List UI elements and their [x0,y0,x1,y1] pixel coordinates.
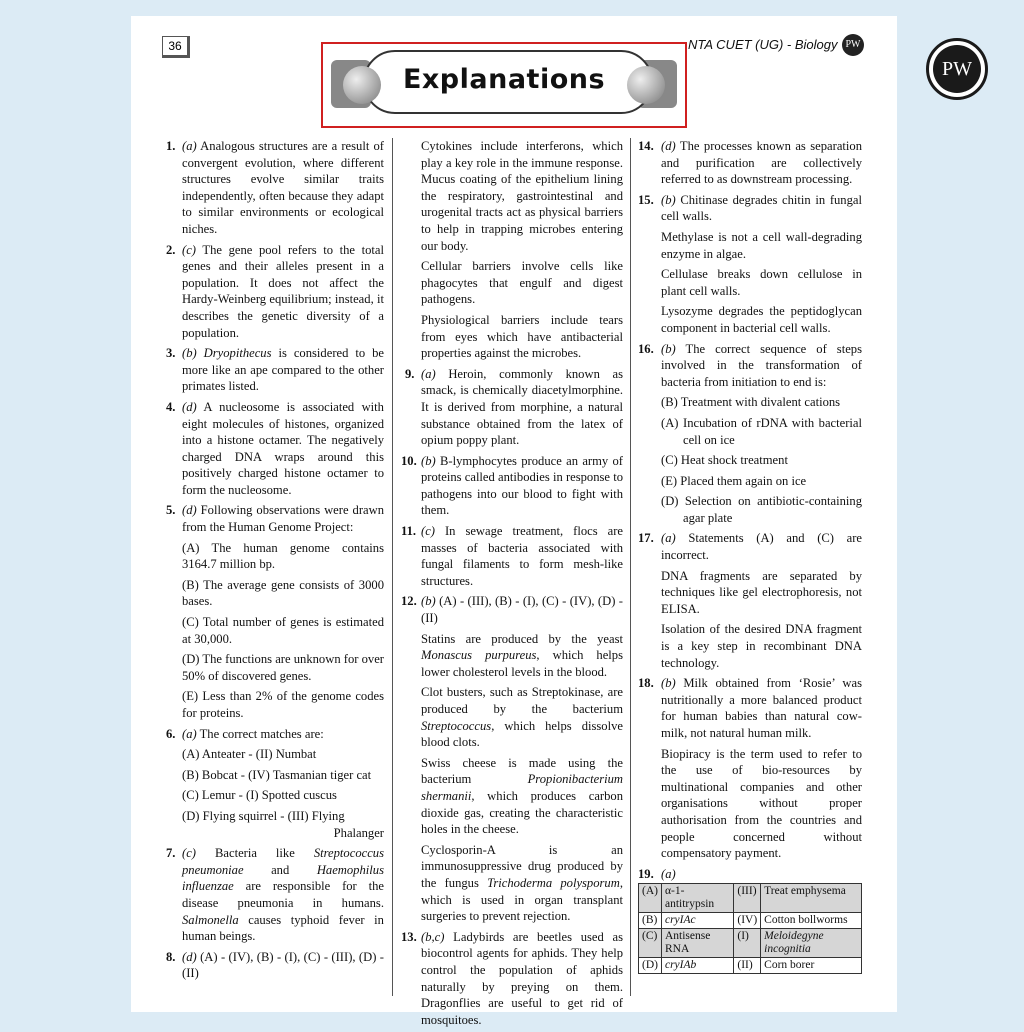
answer-10: 10. (b) B-lymphocytes produce an army of proteins called antibodies in response to pathogens into our blood to fight with them. [401,453,623,518]
answer-2: 2. (c) The gene pool refers to the total genes and their alleles present in a population. It does not affect the Hardy-Weinberg equilibrium; instead, it describes the genetic diversity of a population. [166,242,385,340]
answer-8: 8. (d) (A) - (IV), (B) - (I), (C) - (III), (D) - (II) [166,949,384,981]
answer-11: 11. (c) In sewage treatment, flocs are masses of bacteria associated with fungal filaments to form mesh-like structures. [401,524,623,588]
answer-15: 15. (b) Chitinase degrades chitin in fungal cell walls. [638,192,862,224]
answer-6-point: (A) Anteater - (II) Numbat [182,747,317,762]
step-item: (B) Treatment with divalent cations [661,395,841,410]
column-2 [401,138,623,1032]
table-cell: (IV) [734,913,761,929]
column-1 [166,138,384,986]
table-row [639,913,862,929]
table-cell: (III) [734,884,761,913]
column-3 [638,138,862,974]
table-cell: cryIAb [661,958,733,974]
step-item: (D) Selection on antibiotic-containing agar plate [661,494,862,525]
step-item: (A) Incubation of rDNA with bacterial cell on ice [661,415,862,447]
pw-logo-small-icon: PW [842,34,864,56]
explanations-banner [321,42,687,128]
paragraph: Biopiracy is the term used to refer to the use of bio-resources by multinational companies and other organisations without proper authorisation from the countries and people concerned without compensatory payment. [661,746,862,861]
paragraph: Swiss cheese is made using the bacterium Propionibacterium shermanii, which produces carbon dioxide gas, creating the characteristic holes in the cheese. [421,755,623,837]
header-title: NTA CUET (UG) - Biology [688,37,838,52]
answer-5-point: (A) The human genome contains 3164.7 million bp. [182,540,384,572]
answer-5-point: (D) The functions are unknown for over 50% of discovered genes. [182,652,384,683]
column-divider [392,138,393,996]
table-row [639,958,862,974]
table-cell: α-1-antitrypsin [661,884,733,913]
paragraph: Cytokines include interferons, which play a key role in the immune response. Mucus coating of the epithelium lining the respiratory, gastrointestinal and urogenital tracts act as physical barriers to help in trapping microbes entering our body. [421,139,623,253]
paragraph: Physiological barriers include tears from eyes which have antibacterial properties against the microbes. [421,312,623,361]
answer-6-point: (D) Flying squirrel - (III) Flying [182,808,345,823]
answer-6-point: (C) Lemur - (I) Spotted cuscus [182,788,337,803]
paragraph: Lysozyme degrades the peptidoglycan component in bacterial cell walls. [661,304,862,335]
table-cell: Cotton bollworms [761,913,862,929]
answer-6: 6. (a) The correct matches are: [166,726,324,741]
table-cell: (D) [639,958,662,974]
answer-12: 12. (b) (A) - (III), (B) - (I), (C) - (IV), (D) - (II) [401,594,623,626]
paragraph: Cyclosporin-A is an immunosuppressive drug produced by the fungus Trichoderma polysporum, which is used in organ transplant surgeries to prevent rejection. [421,842,623,924]
answer-14: 14. (d) The processes known as separation and purification are collectively referred to as downstream processing. [638,139,863,187]
paragraph: Clot busters, such as Streptokinase, are produced by the bacterium Streptococcus, which helps dissolve blood clots. [421,685,623,750]
table-cell: Antisense RNA [661,929,733,958]
paragraph: Cellular barriers involve cells like phagocytes that engulf and digest pathogens. [421,259,623,307]
answer-9: 9. (a) Heroin, commonly known as smack, is chemically diacetylmorphine. It is derived from morphine, a natural substance obtained from the latex of opium poppy plant. [405,366,623,448]
table-cell: (II) [734,958,761,974]
column-divider [630,138,631,996]
answer-6-point-tail: Phalanger [333,825,384,840]
paragraph: Statins are produced by the yeast Monascus purpureus, which helps lower cholesterol levels in the blood. [421,631,623,679]
answer-4: 4. (d) A nucleosome is associated with eight molecules of histones, organized into a histone octamer. The negatively charged DNA wraps around this positively charged histone octamer to form the nucleosome. [166,399,384,497]
table-row [639,929,862,958]
match-table [638,883,862,974]
paragraph: Isolation of the desired DNA fragment is a key step in recombinant DNA technology. [661,622,862,670]
answer-5-point: (C) Total number of genes is estimated at 30,000. [182,615,384,646]
answer-5: 5. (d) Following observations were drawn from the Human Genome Project: [166,503,384,535]
answer-6-point: (B) Bobcat - (IV) Tasmanian tiger cat [182,767,372,782]
pw-logo-text: PW [933,45,981,93]
answer-3: 3. (b) Dryopithecus is considered to be more like an ape compared to the other primates listed. [166,346,384,394]
paragraph: Cellulase breaks down cellulose in plant cell walls. [661,267,862,298]
answer-1: 1. (a) Analogous structures are a result of convergent evolution, where different structures evolve similar traits independently, often because they adapt to similar environments or ecological niches. [166,139,384,236]
step-item: (E) Placed them again on ice [661,473,807,488]
pw-logo-icon [926,38,988,100]
table-cell: cryIAc [661,913,733,929]
table-cell: Meloidegyne incognitia [761,929,862,958]
answer-18: 18. (b) Milk obtained from ‘Rosie’ was nutritionally a more balanced product for human babies than natural cow-milk, not natural human milk. [638,676,862,740]
table-cell: (C) [639,929,662,958]
banner-title: Explanations [402,64,606,95]
table-row [639,884,862,913]
page-number: 36 [162,36,190,58]
answer-19: 19. (a) [638,866,676,881]
table-cell: Treat emphysema [761,884,862,913]
table-cell: Corn borer [761,958,862,974]
answer-7: 7. (c) Bacteria like Streptococcus pneumoniae and Haemophilus influenzae are responsible for the disease pneumonia in humans. Salmonella causes typhoid fever in human beings. [166,846,384,944]
table-cell: (A) [639,884,662,913]
answer-16: 16. (b) The correct sequence of steps involved in the transformation of bacteria from initiation to end is: [638,341,862,389]
table-cell: (B) [639,913,662,929]
paragraph: Methylase is not a cell wall-degrading enzyme in algae. [661,229,862,261]
answer-17: 17. (a) Statements (A) and (C) are incorrect. [638,531,863,563]
answer-5-point: (E) Less than 2% of the genome codes for proteins. [182,689,384,720]
answer-13: 13. (b,c) Ladybirds are beetles used as biocontrol agents for aphids. They help control the population of aphids naturally by preying on them. Dragonflies are useful to get rid of mosquitoes. [401,929,623,1027]
step-item: (C) Heat shock treatment [661,453,788,468]
paragraph: DNA fragments are separated by techniques like gel electrophoresis, not ELISA. [661,568,862,616]
table-cell: (I) [734,929,761,958]
answer-5-point: (B) The average gene consists of 3000 bases. [182,577,384,609]
